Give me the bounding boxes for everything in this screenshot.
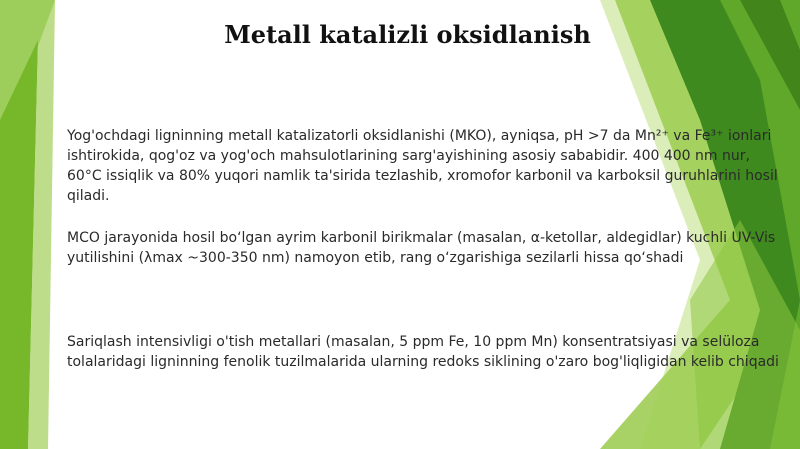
paragraph-3: Sariqlash intensivligi o'tish metallari (masalan, 5 ppm Fe, 10 ppm Mn) konsentratsiyasi va selüloza tolalaridagi ligninning fenolik tuzilmalarida ularning redoks siklining o'zaro bog'liqligidan kelib chiqadi	[67, 334, 779, 370]
paragraph-1: Yog'ochdagi ligninning metall katalizatorli oksidlanishi (MKO), ayniqsa, pH >7 da Mn²⁺ va Fe³⁺ ionlari ishtirokida, qog'oz va yog'och mahsulotlarining sarg'ayishining asosiy sababidir. 400 400 nm nur, 60°C issiqlik va 80% yuqori namlik ta'sirida tezlashib, xromofor karbonil va karboksil guruhlarini hosil qiladi.	[67, 128, 778, 204]
paragraph-2: MCO jarayonida hosil bo‘lgan ayrim karbonil birikmalar (masalan, α-ketollar, aldegidlar) kuchli UV-Vis yutilishini (λmax ~300-350 nm) namoyon etib, rang o‘zgarishiga sezilarli hissa qo‘shadi	[67, 230, 776, 266]
slide-title: Metall katalizli oksidlanish	[224, 20, 591, 49]
